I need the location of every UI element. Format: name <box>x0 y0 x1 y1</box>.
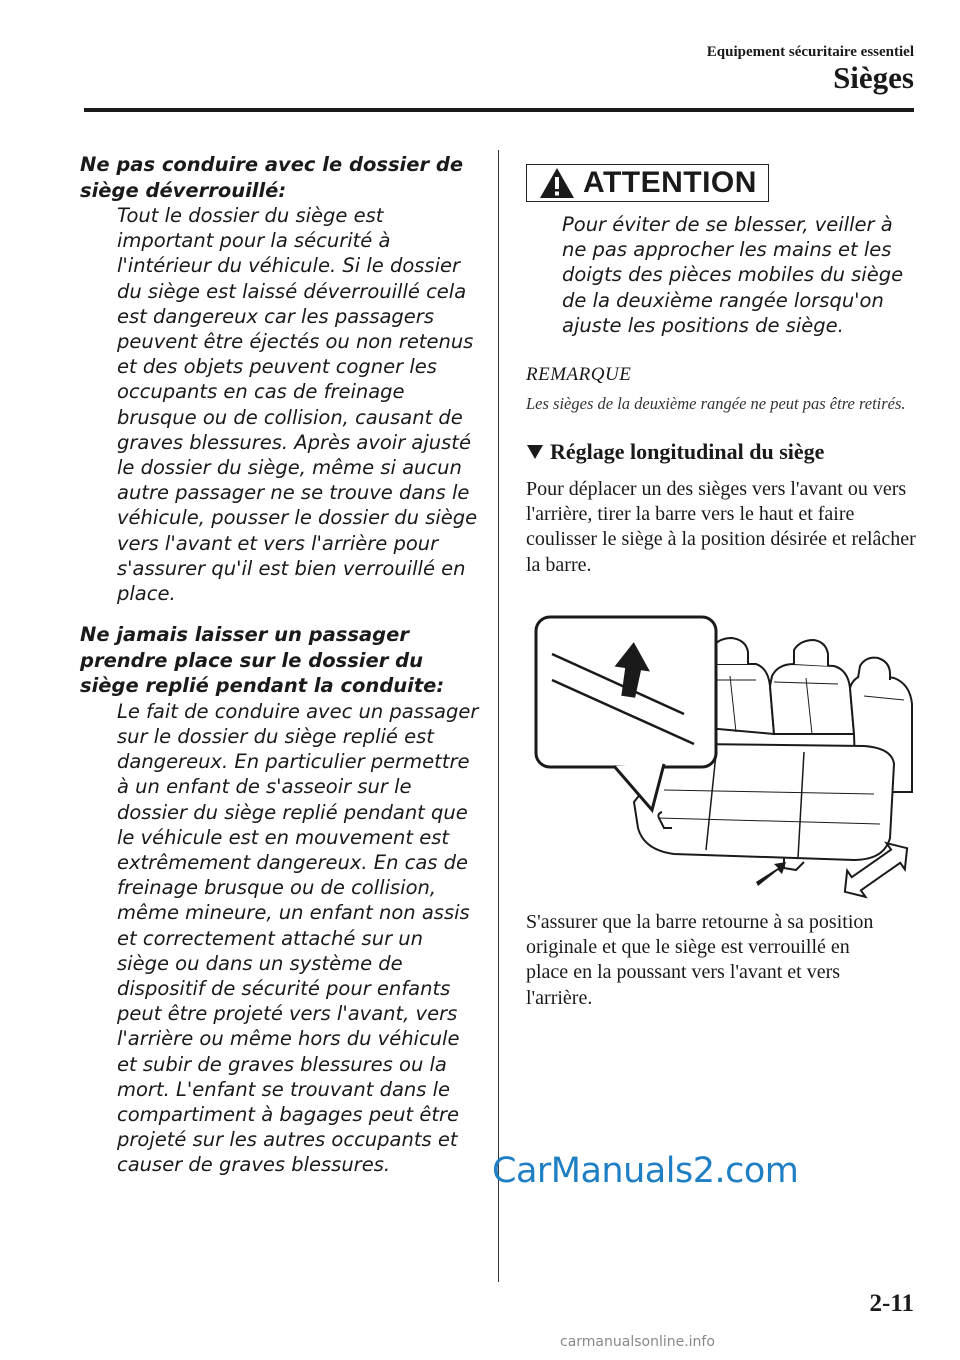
remarque-text: Les sièges de la deuxième rangée ne peut pas être retirés. <box>526 394 906 414</box>
attention-text: Pour éviter de se blesser, veiller à ne pas approcher les mains et les doigts des pièces mobiles du siège de la deuxième rangée lorsqu'on ajuste les positions de siège. <box>562 213 904 337</box>
triangle-down-icon <box>526 443 544 461</box>
right-column <box>526 164 916 578</box>
subsection-intro: Pour déplacer un des sièges vers l'avant ou vers l'arrière, tirer la barre vers le haut et faire coulisser le siège à la position désirée et relâcher la barre. <box>526 478 916 576</box>
warning-block-folded-seatback <box>80 622 480 1177</box>
page-number: 2-11 <box>869 1290 914 1317</box>
warning-block-unlocked-seatback <box>80 152 480 606</box>
footer-watermark: carmanualsonline.info <box>560 1334 715 1350</box>
warning-body: Tout le dossier du siège est important pour la sécurité à l'intérieur du véhicule. Si le dossier du siège est laissé déverrouillé cela est dangereux car les passagers peuvent être éjectés ou non retenus et des objets peuvent cogner les occupants en cas de freinage brusque ou de collision, causant de graves blessures. Après avoir ajusté le dossier du siège, même si aucun autre passager ne se trouve dans le véhicule, pousser le dossier du siège vers l'avant et vers l'arrière pour s'assurer qu'il est bien verrouillé en place. <box>117 204 478 606</box>
warning-title: Ne jamais laisser un passager prendre place sur le dossier du siège replié pendant la conduite: <box>80 623 445 698</box>
remarque-label: REMARQUE <box>526 364 632 386</box>
warning-body: Le fait de conduire avec un passager sur le dossier du siège replié est dangereux. En particulier permettre à un enfant de s'asseoir sur le dossier du siège replié pendant que le véhicule est en mouvement est extrêmement dangereux. En cas de freinage brusque ou de collision, même mineure, un enfant non assis et correctement attaché sur un siège ou dans un système de dispositif de sécurité pour enfants peut être projeté vers l'avant, vers l'arrière ou même hors du véhicule et subir de graves blessures ou la mort. L'enfant se trouvant dans le compartiment à bagages peut être projeté sur les autres occupants et causer de graves blessures. <box>117 699 479 1177</box>
header-rule <box>84 108 914 112</box>
attention-box <box>526 164 769 202</box>
subsection-title: Réglage longitudinal du siège <box>550 439 825 465</box>
attention-label: ATTENTION <box>583 166 757 199</box>
header-section-label: Equipement sécuritaire essentiel <box>706 44 914 60</box>
page-title: Sièges <box>833 60 914 95</box>
subsection-after-figure: S'assurer que la barre retourne à sa position originale et que le siège est verrouillé en place en la poussant vers l'avant et vers l'arrière. <box>526 911 874 1009</box>
column-divider <box>498 150 499 1282</box>
warning-triangle-icon <box>539 167 575 199</box>
subsection-heading <box>526 439 916 465</box>
lever-pointer-arrow-icon <box>756 862 786 886</box>
warning-title: Ne pas conduire avec le dossier de siège déverrouillé: <box>80 153 464 202</box>
seat-adjust-illustration <box>534 614 914 904</box>
left-column <box>80 152 480 1178</box>
watermark: CarManuals2.com <box>492 1151 799 1191</box>
